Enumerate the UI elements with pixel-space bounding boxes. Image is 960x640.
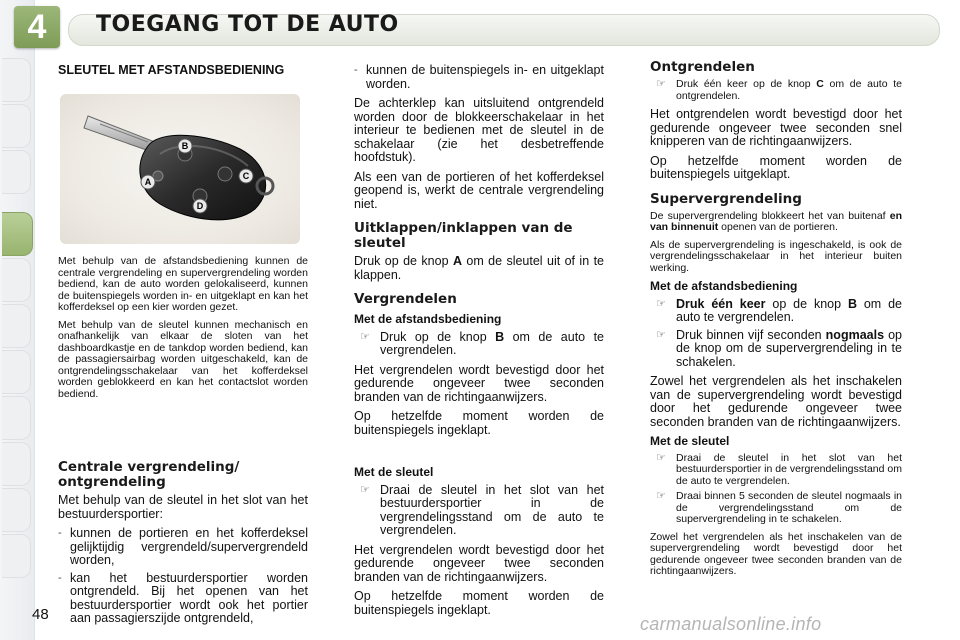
left-column-body (58, 256, 308, 406)
chapter-tab[interactable] (2, 150, 31, 194)
pointer-hand-icon: ☞ (656, 490, 666, 502)
remote-subheading: Met de afstandsbediening (354, 312, 502, 326)
unlocking-heading: Ontgrendelen (650, 59, 755, 75)
mirrors-unfold-paragraph: Op hetzelfde moment worden de buitenspiegels uitgeklapt. (650, 153, 902, 181)
lock-confirm-paragraph-2: Het vergrendelen wordt bevestigd door het gedurende ongeveer twee seconden branden van de richtingaanwijzers. (354, 542, 604, 584)
key-label-d: D (196, 201, 204, 211)
remote-key-illustration (60, 94, 300, 244)
chapter-sidebar (0, 0, 35, 640)
pointer-hand-icon: ☞ (656, 78, 666, 90)
left-column (58, 64, 308, 84)
list-item: - kan het bestuurdersportier worden ontgrendeld. Bij het openen van het bestuurdersportier wordt ook het portier aan passagierszijde ontgrendeld, (58, 570, 308, 625)
chapter-tab[interactable] (2, 396, 31, 440)
middle-column (354, 64, 604, 443)
key-label-b: B (181, 141, 189, 151)
door-open-paragraph: Als een van de portieren of het kofferdeksel geopend is, werkt de centrale vergrendeling niet. (354, 169, 604, 211)
chapter-tab[interactable] (2, 534, 31, 578)
deadlocking-paragraph: De supervergrendeling blokkeert het van buitenaf en van binnenuit openen van de portieren. (650, 209, 902, 233)
watermark: carmanualsonline.info (640, 614, 822, 634)
list-item: ☞ Druk één keer op de knop B om de auto te vergrendelen. (656, 296, 902, 324)
chapter-tab[interactable] (2, 304, 31, 348)
chapter-tab[interactable] (2, 350, 31, 394)
chapter-tab[interactable] (2, 258, 31, 302)
list-item: ☞ Druk binnen vijf seconden nogmaals op de knop om de supervergrendeling in te schakelen. (656, 327, 902, 369)
unlock-confirm-paragraph: Het ontgrendelen wordt bevestigd door het gedurende ongeveer twee seconden snel knipperen van de richtingaanwijzers. (650, 107, 902, 148)
lock-confirm-paragraph: Het vergrendelen wordt bevestigd door het gedurende ongeveer twee seconden branden van de richtingaanwijzers. (354, 362, 604, 404)
chapter-tab[interactable] (2, 58, 31, 102)
pointer-hand-icon: ☞ (656, 451, 666, 464)
list-item: ☞ Draai binnen 5 seconden de sleutel nogmaals in de vergrendelingsstand om de supervergrendeling in te schakelen. (656, 490, 902, 525)
central-locking-intro: Met behulp van de sleutel in het slot van het bestuurdersportier: (58, 493, 308, 521)
list-item: - kunnen de buitenspiegels in- en uitgeklapt worden. (354, 63, 604, 91)
pointer-hand-icon: ☞ (656, 297, 666, 310)
fold-key-paragraph: Druk op de knop A om de sleutel uit of in te klappen. (354, 254, 604, 282)
pointer-hand-icon: ☞ (360, 483, 370, 496)
deadlock-confirm-paragraph: Zowel het vergrendelen als het inschakelen van de supervergrendeling wordt bevestigd door het gedurende ongeveer twee seconden branden van de richtingaanwijzers. (650, 374, 902, 429)
section-heading: SLEUTEL MET AFSTANDSBEDIENING (58, 63, 285, 77)
chapter-tab-active[interactable] (2, 212, 33, 256)
dash-bullet: - (58, 571, 62, 584)
pointer-hand-icon: ☞ (656, 328, 666, 341)
mirrors-fold-paragraph: Op hetzelfde moment worden de buitenspiegels ingeklapt. (354, 409, 604, 437)
key-label-a: A (144, 177, 152, 187)
chapter-number-badge: 4 (14, 6, 60, 48)
key-icon (60, 94, 300, 244)
chapter-tab[interactable] (2, 104, 31, 148)
list-item: ☞ Draai de sleutel in het slot van het bestuurdersportier in de vergrendelingsstand om de auto te vergrendelen. (360, 482, 604, 537)
dash-bullet: - (58, 527, 62, 539)
deadlocking-heading: Supervergrendeling (650, 190, 802, 207)
mirrors-fold-paragraph-2: Op hetzelfde moment worden de buitenspiegels ingeklapt. (354, 589, 604, 617)
page-header (0, 0, 960, 52)
chapter-tab[interactable] (2, 442, 31, 486)
key-subheading: Met de sleutel (354, 465, 434, 479)
pointer-hand-icon: ☞ (360, 330, 370, 343)
list-item: ☞ Druk op de knop B om de auto te vergrendelen. (360, 329, 604, 357)
fold-key-heading: Uitklappen/inklappen van de sleutel (354, 220, 573, 251)
locking-heading: Vergrendelen (354, 291, 457, 307)
list-item: ☞ Draai de sleutel in het slot van het bestuurdersportier in de vergrendelingsstand om de auto te vergrendelen. (656, 451, 902, 487)
page-title: TOEGANG TOT DE AUTO (96, 12, 399, 37)
central-locking-section (58, 460, 308, 632)
central-locking-heading: Centrale vergrendeling/ ontgrendeling (58, 459, 240, 490)
intro-paragraph: Met behulp van de afstandsbediening kunnen de centrale vergrendeling en supervergrendeling worden bediend, kan de auto worden gelokaliseerd, kunnen de buitenspiegels worden in- en uitgeklapt en kan het kofferdeksel op een kier worden gezet. (58, 255, 308, 313)
key-functions-paragraph: Met behulp van de sleutel kunnen mechanisch en onafhankelijk van elkaar de sloten van het dashboardkastje en de tankdop worden bediend, kan de passagiersairbag worden uitgeschakeld, kan de ontgrendelingsschakelaar van het kofferdeksel worden geblokkeerd en kan het contactslot worden bediend. (58, 318, 308, 400)
dash-bullet: - (354, 64, 358, 76)
list-item: ☞ Druk één keer op de knop C om de auto te ontgrendelen. (656, 78, 902, 102)
remote-subheading-2: Met de afstandsbediening (650, 279, 798, 293)
key-subheading-2: Met de sleutel (650, 434, 730, 448)
right-column (650, 60, 902, 584)
deadlocking-switch-paragraph: Als de supervergrendeling is ingeschakeld, is ook de vergrendelingsschakelaar in het interieur buiten werking. (650, 238, 902, 274)
middle-key-section (354, 460, 604, 623)
list-item: - kunnen de portieren en het kofferdeksel gelijktijdig vergrendeld/supervergrendeld worden, (58, 526, 308, 567)
deadlock-confirm-paragraph-2: Zowel het vergrendelen als het inschakelen van de supervergrendeling wordt bevestigd door het gedurende ongeveer twee seconden branden van de richtingaanwijzers. (650, 530, 902, 577)
page-number: 48 (32, 606, 49, 623)
tailgate-paragraph: De achterklep kan uitsluitend ontgrendeld worden door de blokkeerschakelaar in het interieur te bedienen met de sleutel in de schakelaar (zie het desbetreffende hoofdstuk). (354, 96, 604, 164)
chapter-tab[interactable] (2, 488, 31, 532)
key-label-c: C (242, 171, 250, 181)
